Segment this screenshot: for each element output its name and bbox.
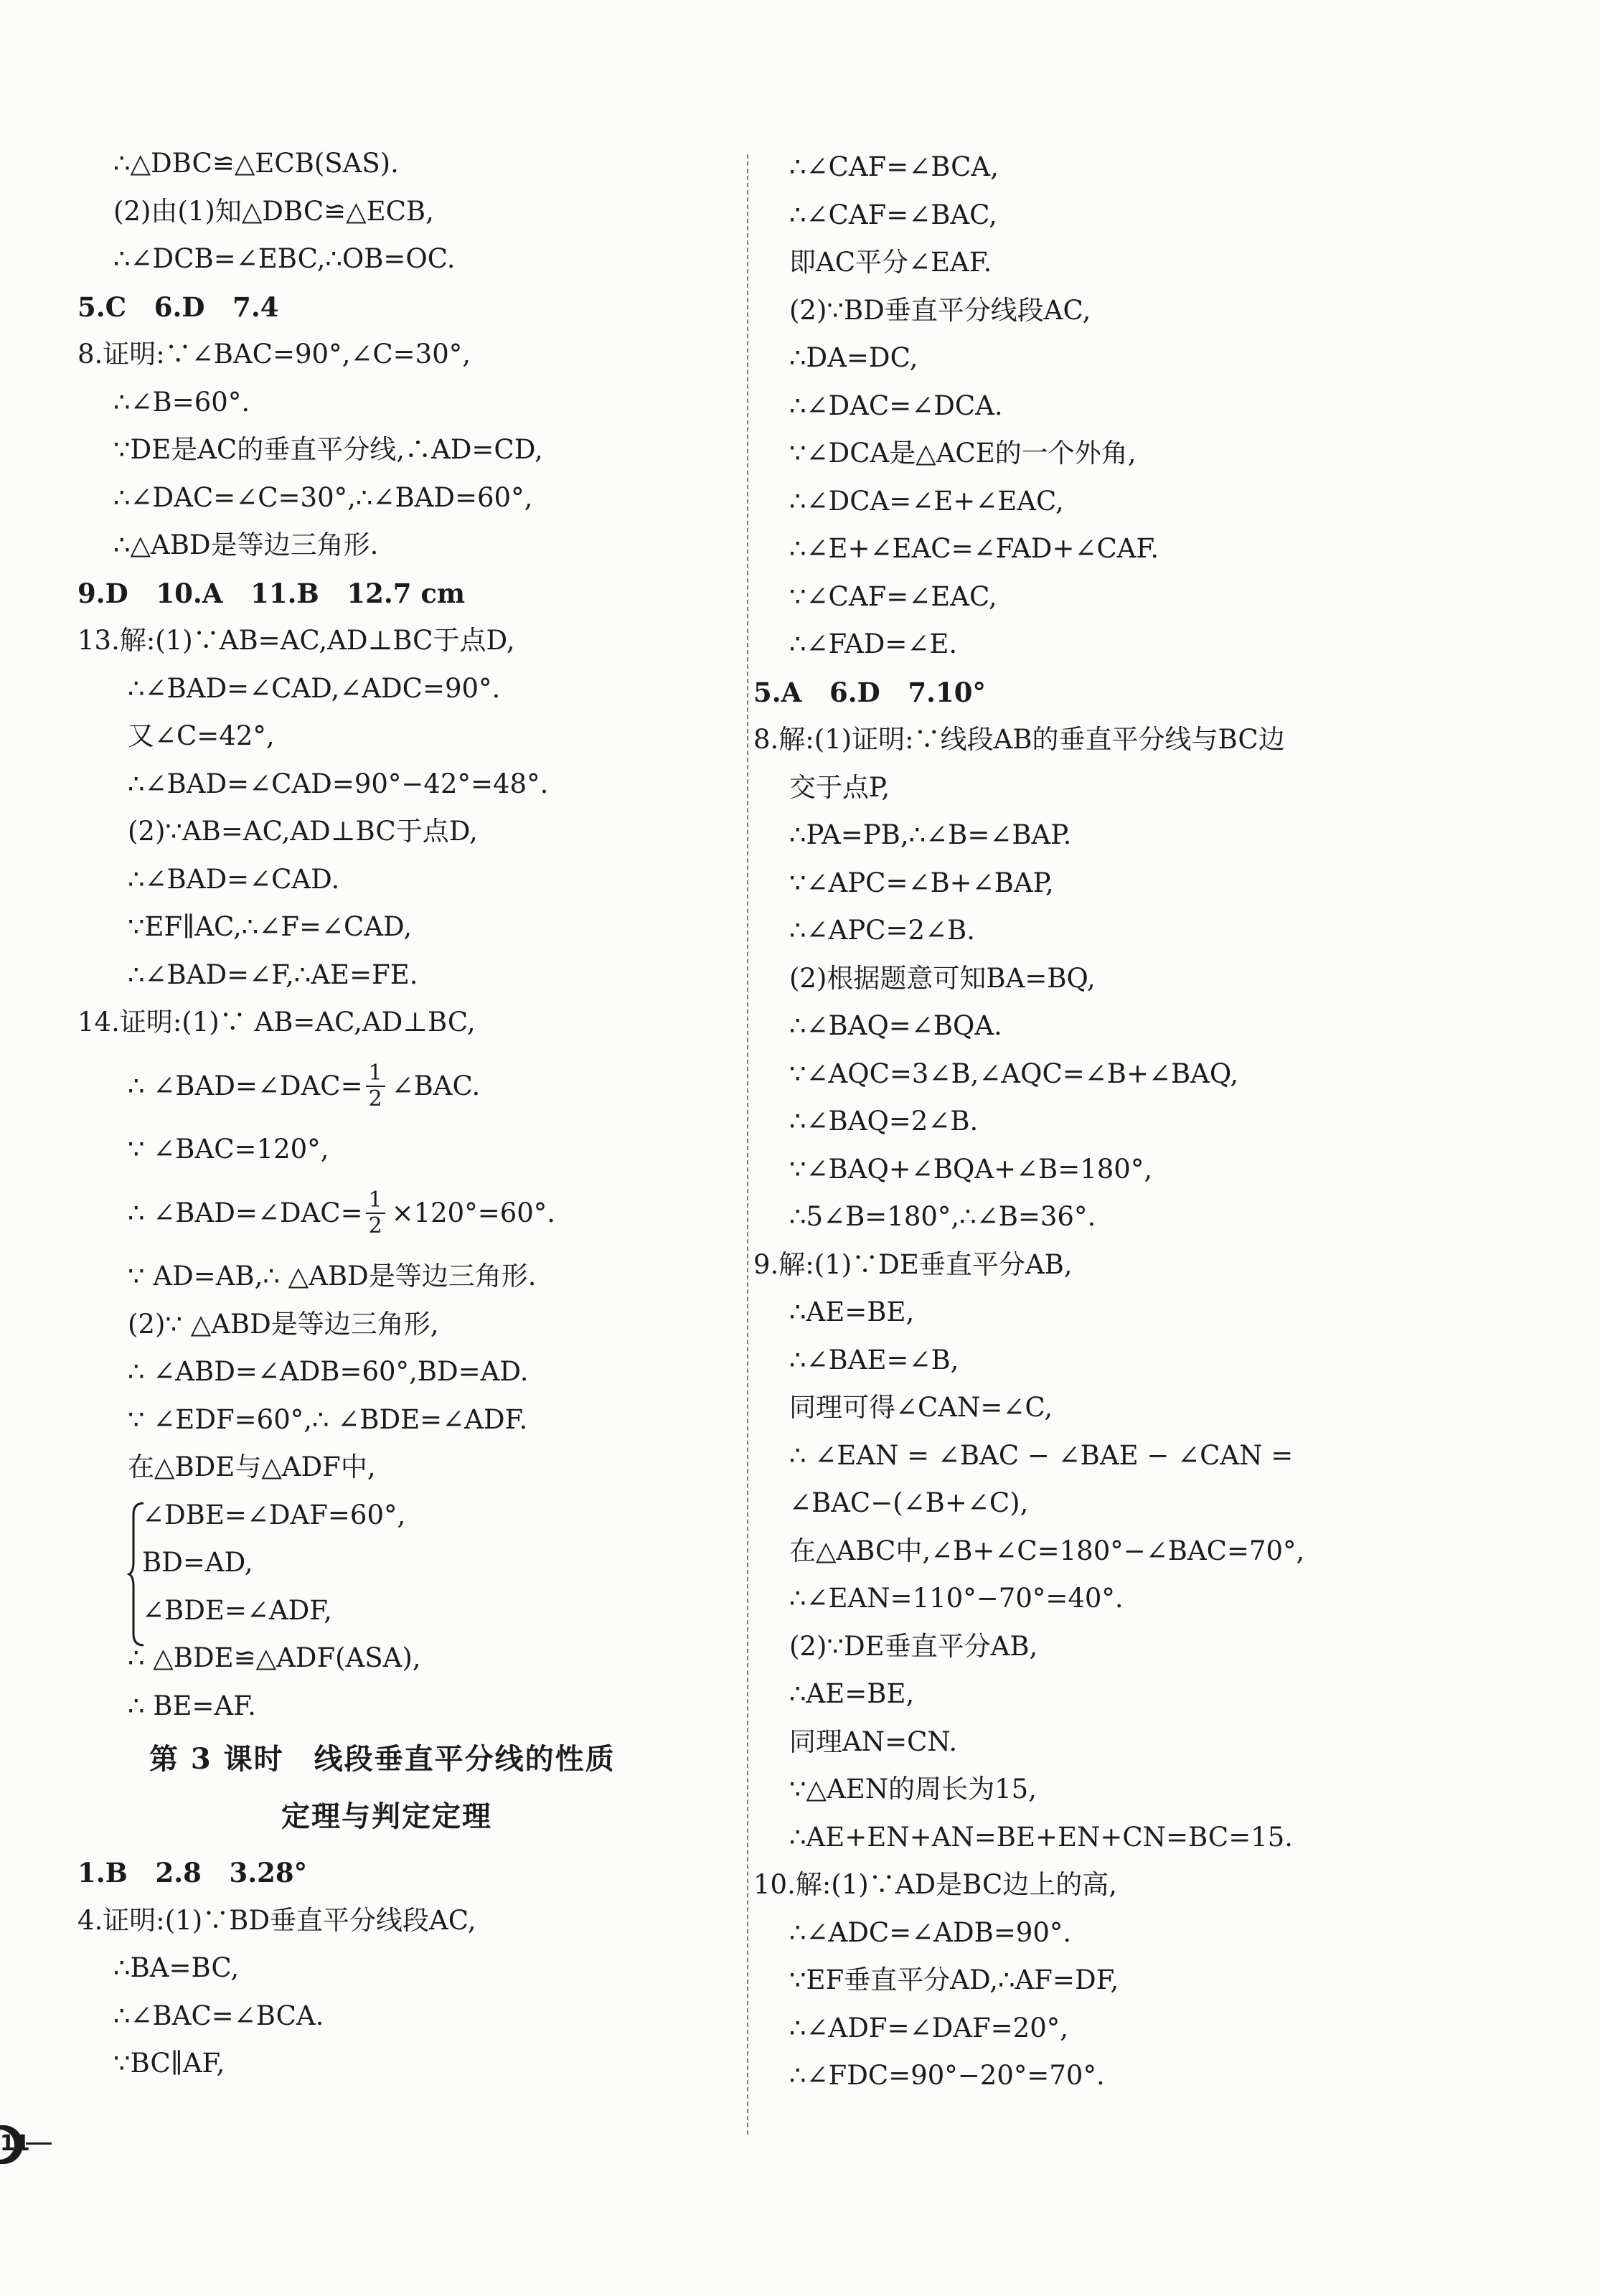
right-column-line: 在△ABC中,∠B+∠C=180°−∠BAC=70°,: [789, 1535, 1305, 1566]
right-column-line: ∴∠BAQ=2∠B.: [789, 1106, 979, 1137]
left-column-tail-line: ∴BA=BC,: [113, 1952, 240, 1983]
left-column-line: ∴ △BDE≌△ADF(ASA),: [128, 1642, 421, 1673]
right-column-line: ∴∠BAE=∠B,: [789, 1344, 959, 1375]
right-column-line: ∴∠E+∠EAC=∠FAD+∠CAF.: [789, 533, 1159, 564]
left-column-tail-line: ∵BC∥AF,: [113, 2048, 225, 2079]
section-title: 第 3 课时 线段垂直平分线的性质: [149, 1742, 616, 1776]
right-column-line: ∴∠DAC=∠DCA.: [789, 390, 1003, 421]
fraction-denominator: 2: [368, 1213, 382, 1238]
left-column-line: ∠BDE=∠ADF,: [142, 1594, 332, 1626]
right-column-line: ∴∠ADF=∠DAF=20°,: [789, 2012, 1069, 2043]
right-column-line: ∴∠DCA=∠E+∠EAC,: [789, 485, 1064, 517]
left-column-line: ∴△DBC≌△ECB(SAS).: [113, 148, 399, 179]
right-column-line: ∴∠APC=2∠B.: [789, 915, 975, 946]
fraction: [366, 1061, 385, 1111]
left-column-line: 8.证明:∵∠BAC=90°,∠C=30°,: [77, 339, 471, 370]
left-column-line: 9.D 10.A 11.B 12.7 cm: [77, 577, 466, 609]
left-column-line: ∵ ∠EDF=60°,∴ ∠BDE=∠ADF.: [128, 1403, 528, 1435]
page-number-badge: [0, 2125, 30, 2164]
right-column-line: ∵EF垂直平分AD,∴AF=DF,: [789, 1965, 1119, 1995]
section-subtitle: 定理与判定定理: [281, 1799, 492, 1833]
left-column-line: ∴∠BAD=∠CAD,∠ADC=90°.: [128, 672, 501, 704]
right-column-line: 8.解:(1)证明:∵线段AB的垂直平分线与BC边: [753, 724, 1285, 755]
right-column-line: ∵∠AQC=3∠B,∠AQC=∠B+∠BAQ,: [789, 1058, 1239, 1089]
right-column-line: ∴∠ADC=∠ADB=90°.: [789, 1916, 1072, 1948]
left-column-line: ∴∠BAD=∠CAD.: [128, 863, 340, 895]
left-column-tail-line: 1.B 2.8 3.28°: [77, 1857, 308, 1888]
left-column-line: ∴∠DAC=∠C=30°,∴∠BAD=60°,: [113, 481, 533, 513]
right-column-line: 交于点P,: [789, 771, 890, 803]
right-column-line: 即AC平分∠EAF.: [789, 247, 992, 278]
page-number: 11: [0, 2131, 30, 2156]
right-column-line: ∵∠BAQ+∠BQA+∠B=180°,: [789, 1153, 1153, 1185]
right-column-line: ∴AE=BE,: [789, 1678, 915, 1709]
left-column-line: 13.解:(1)∵AB=AC,AD⊥BC于点D,: [77, 625, 515, 656]
page-number-dash: [26, 2142, 52, 2145]
right-column-line: ∴AE=BE,: [789, 1297, 915, 1327]
right-column-line: (2)∵BD垂直平分线段AC,: [789, 294, 1091, 326]
left-column-line: ∵DE是AC的垂直平分线,∴AD=CD,: [113, 434, 543, 465]
left-column-line: 5.C 6.D 7.4: [77, 291, 279, 323]
right-column-line: ∴PA=PB,∴∠B=∠BAP.: [789, 819, 1072, 850]
right-column-line: ∠BAC−(∠B+∠C),: [789, 1487, 1029, 1518]
right-column-line: ∴∠BAQ=∠BQA.: [789, 1010, 1002, 1041]
left-column-line: ∵ AD=AB,∴ △ABD是等边三角形.: [128, 1261, 537, 1292]
right-column-line: 同理AN=CN.: [789, 1726, 958, 1757]
left-column-line: 在△BDE与△ADF中,: [128, 1452, 376, 1482]
left-column-line: BD=AD,: [142, 1547, 253, 1578]
right-column-line: ∴∠CAF=∠BCA,: [789, 151, 999, 182]
right-column-line: ∴AE+EN+AN=BE+EN+CN=BC=15.: [789, 1821, 1294, 1853]
right-column-line: 5.A 6.D 7.10°: [753, 676, 986, 708]
fraction-denominator: 2: [368, 1086, 382, 1111]
right-column-line: ∵△AEN的周长为15,: [789, 1774, 1037, 1805]
right-column-line: ∴5∠B=180°,∴∠B=36°.: [789, 1201, 1096, 1232]
left-column-tail-line: ∴∠BAC=∠BCA.: [113, 2000, 324, 2031]
fraction-trailing-text: ∠BAC.: [391, 1070, 481, 1101]
left-column-line: ∴ ∠BAD=∠DAC=: [128, 1197, 363, 1228]
right-column-line: 同理可得∠CAN=∠C,: [789, 1392, 1053, 1423]
right-column-line: ∴ ∠EAN = ∠BAC − ∠BAE − ∠CAN =: [789, 1439, 1294, 1471]
left-column-line: ∵ ∠BAC=120°,: [128, 1134, 329, 1165]
fraction-trailing-text: ×120°=60°.: [391, 1197, 556, 1228]
fraction: [366, 1188, 385, 1238]
right-column-line: ∵∠DCA是△ACE的一个外角,: [789, 438, 1137, 469]
left-column-line: 又∠C=42°,: [128, 720, 275, 751]
right-column-line: (2)∵DE垂直平分AB,: [789, 1630, 1038, 1662]
left-column-line: 14.证明:(1)∵ AB=AC,AD⊥BC,: [77, 1007, 476, 1038]
right-column-line: 10.解:(1)∵AD是BC边上的高,: [753, 1869, 1118, 1900]
right-column-line: ∴DA=DC,: [789, 342, 918, 373]
left-column-line: ∴∠B=60°.: [113, 386, 250, 418]
left-column-line: ∴ BE=AF.: [128, 1690, 256, 1721]
right-column-line: ∵∠APC=∠B+∠BAP,: [789, 867, 1054, 898]
right-column-line: 9.解:(1)∵DE垂直平分AB,: [753, 1248, 1073, 1280]
left-column-line: ∴∠BAD=∠CAD=90°−42°=48°.: [128, 768, 549, 799]
left-column-line: (2)由(1)知△DBC≌△ECB,: [113, 195, 434, 227]
right-column-line: ∴∠CAF=∠BAC,: [789, 199, 997, 230]
column-divider: [747, 154, 748, 2135]
left-column-line: ∵EF∥AC,∴∠F=∠CAD,: [128, 911, 413, 942]
left-column-line: ∴∠DCB=∠EBC,∴OB=OC.: [113, 243, 456, 274]
left-column-line: ∴ ∠ABD=∠ADB=60°,BD=AD.: [128, 1356, 529, 1387]
right-column-line: ∴∠FDC=90°−20°=70°.: [789, 2060, 1105, 2091]
fraction-numerator: 1: [366, 1061, 385, 1087]
left-column-line: (2)∵AB=AC,AD⊥BC于点D,: [128, 816, 478, 847]
right-column-line: ∵∠CAF=∠EAC,: [789, 580, 997, 612]
fraction-numerator: 1: [366, 1188, 385, 1214]
left-column-line: ∴∠BAD=∠F,∴AE=FE.: [128, 959, 418, 990]
left-column-line: ∠DBE=∠DAF=60°,: [142, 1499, 406, 1530]
left-column-line: ∴△ABD是等边三角形.: [113, 530, 379, 560]
right-column-line: ∴∠EAN=110°−70°=40°.: [789, 1583, 1124, 1614]
left-column-tail-line: 4.证明:(1)∵BD垂直平分线段AC,: [77, 1904, 476, 1936]
system-brace: [128, 1500, 146, 1648]
right-column-line: (2)根据题意可知BA=BQ,: [789, 962, 1096, 994]
right-column-line: ∴∠FAD=∠E.: [789, 629, 958, 659]
left-column-line: ∴ ∠BAD=∠DAC=: [128, 1070, 363, 1101]
left-column-line: (2)∵ △ABD是等边三角形,: [128, 1308, 439, 1340]
